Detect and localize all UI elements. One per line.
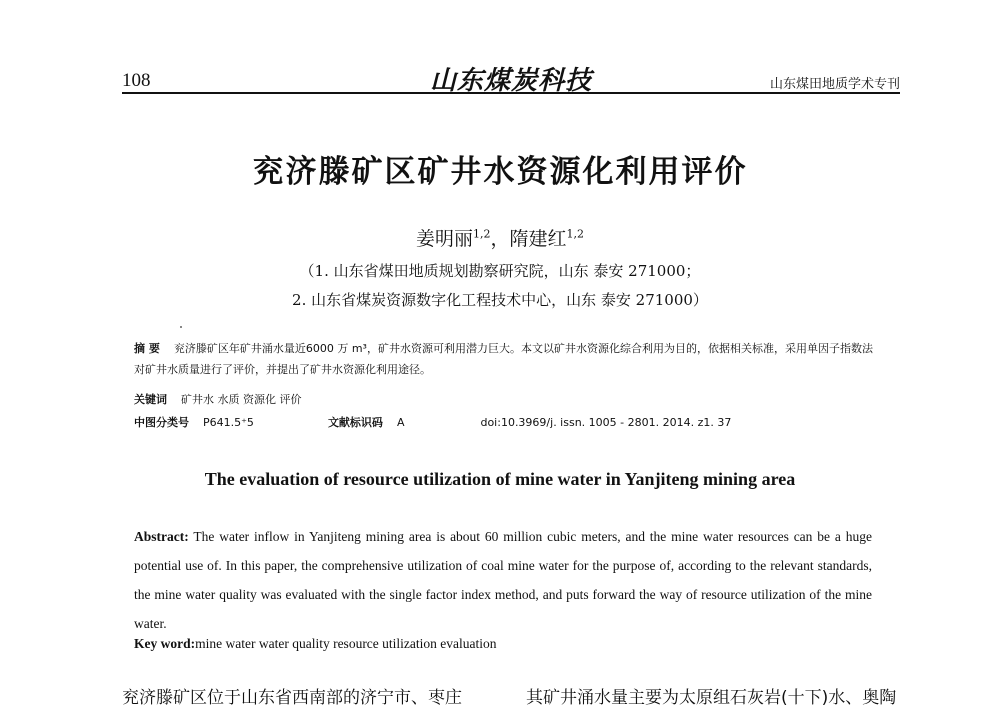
keywords-zh-text: 矿井水 水质 资源化 评价 <box>181 393 302 406</box>
article-title-en: The evaluation of resource utilization of mine water in Yanjiteng mining area <box>204 469 796 489</box>
affiliation-1: （1. 山东省煤田地质规划勘察研究院，山东 泰安 271000； <box>299 262 701 280</box>
body-text-right-column: 其矿井涌水量主要为太原组石灰岩(十下)水、奥陶 <box>526 688 897 708</box>
classification-row <box>134 412 894 433</box>
abstract-zh-label: 摘 要 <box>134 342 160 355</box>
doi: doi:10.3969/j. issn. 1005 - 2801. 2014. z1. 37 <box>480 416 732 429</box>
affiliation-2: 2. 山东省煤炭资源数字化工程技术中心，山东 泰安 271000） <box>292 291 708 309</box>
keywords-en-label: Key word: <box>134 636 196 651</box>
abstract-en-text: The water inflow in Yanjiteng mining area is about 60 million cubic meters, and the mine water resources can be a huge potential use of. In this paper, the comprehensive utilization of coal mine water for the purpose of, according to the relevant standards, the mine water quality was evaluated with the single factor index method, and puts forward the way of resource utilization of the mine water. <box>134 529 872 631</box>
abstract-en <box>134 522 872 638</box>
doc-code-label: 文献标识码 <box>327 416 383 429</box>
keywords-zh <box>134 389 876 410</box>
header-rule <box>122 92 900 94</box>
doc-code-value: A <box>396 416 405 429</box>
keywords-en-text: mine water water quality resource utilization evaluation <box>195 636 497 651</box>
author-name: 隋建红 <box>509 228 567 250</box>
body-text-left-column: 兖济滕矿区位于山东省西南部的济宁市、枣庄 <box>122 688 462 708</box>
author-separator: ， <box>490 228 510 250</box>
author-affil-ref: 1,2 <box>472 227 491 241</box>
clc-label: 中图分类号 <box>134 416 189 429</box>
abstract-zh <box>134 338 876 380</box>
journal-issue-label: 山东煤田地质学术专刊 <box>769 77 900 92</box>
author-affil-ref: 1,2 <box>566 227 585 241</box>
journal-logo-text: 山东煤炭科技 <box>430 66 593 96</box>
clc-value: P641.5⁺5 <box>203 416 254 429</box>
scan-speck <box>180 326 182 328</box>
keywords-en <box>134 636 497 652</box>
author-name: 姜明丽 <box>415 228 473 250</box>
author-line <box>0 224 1000 251</box>
abstract-zh-text: 兖济滕矿区年矿井涌水量近6000 万 m³，矿井水资源可利用潜力巨大。本文以矿井水资源化综合利用为目的，依据相关标准，采用单因子指数法对矿井水质量进行了评价，并提出了矿井水资源化利用途径。 <box>134 342 873 376</box>
page-number: 108 <box>122 70 151 91</box>
keywords-zh-label: 关键词 <box>134 393 167 406</box>
abstract-en-label: Abstract: <box>134 529 189 544</box>
article-title: 兖济滕矿区矿井水资源化利用评价 <box>252 154 748 190</box>
